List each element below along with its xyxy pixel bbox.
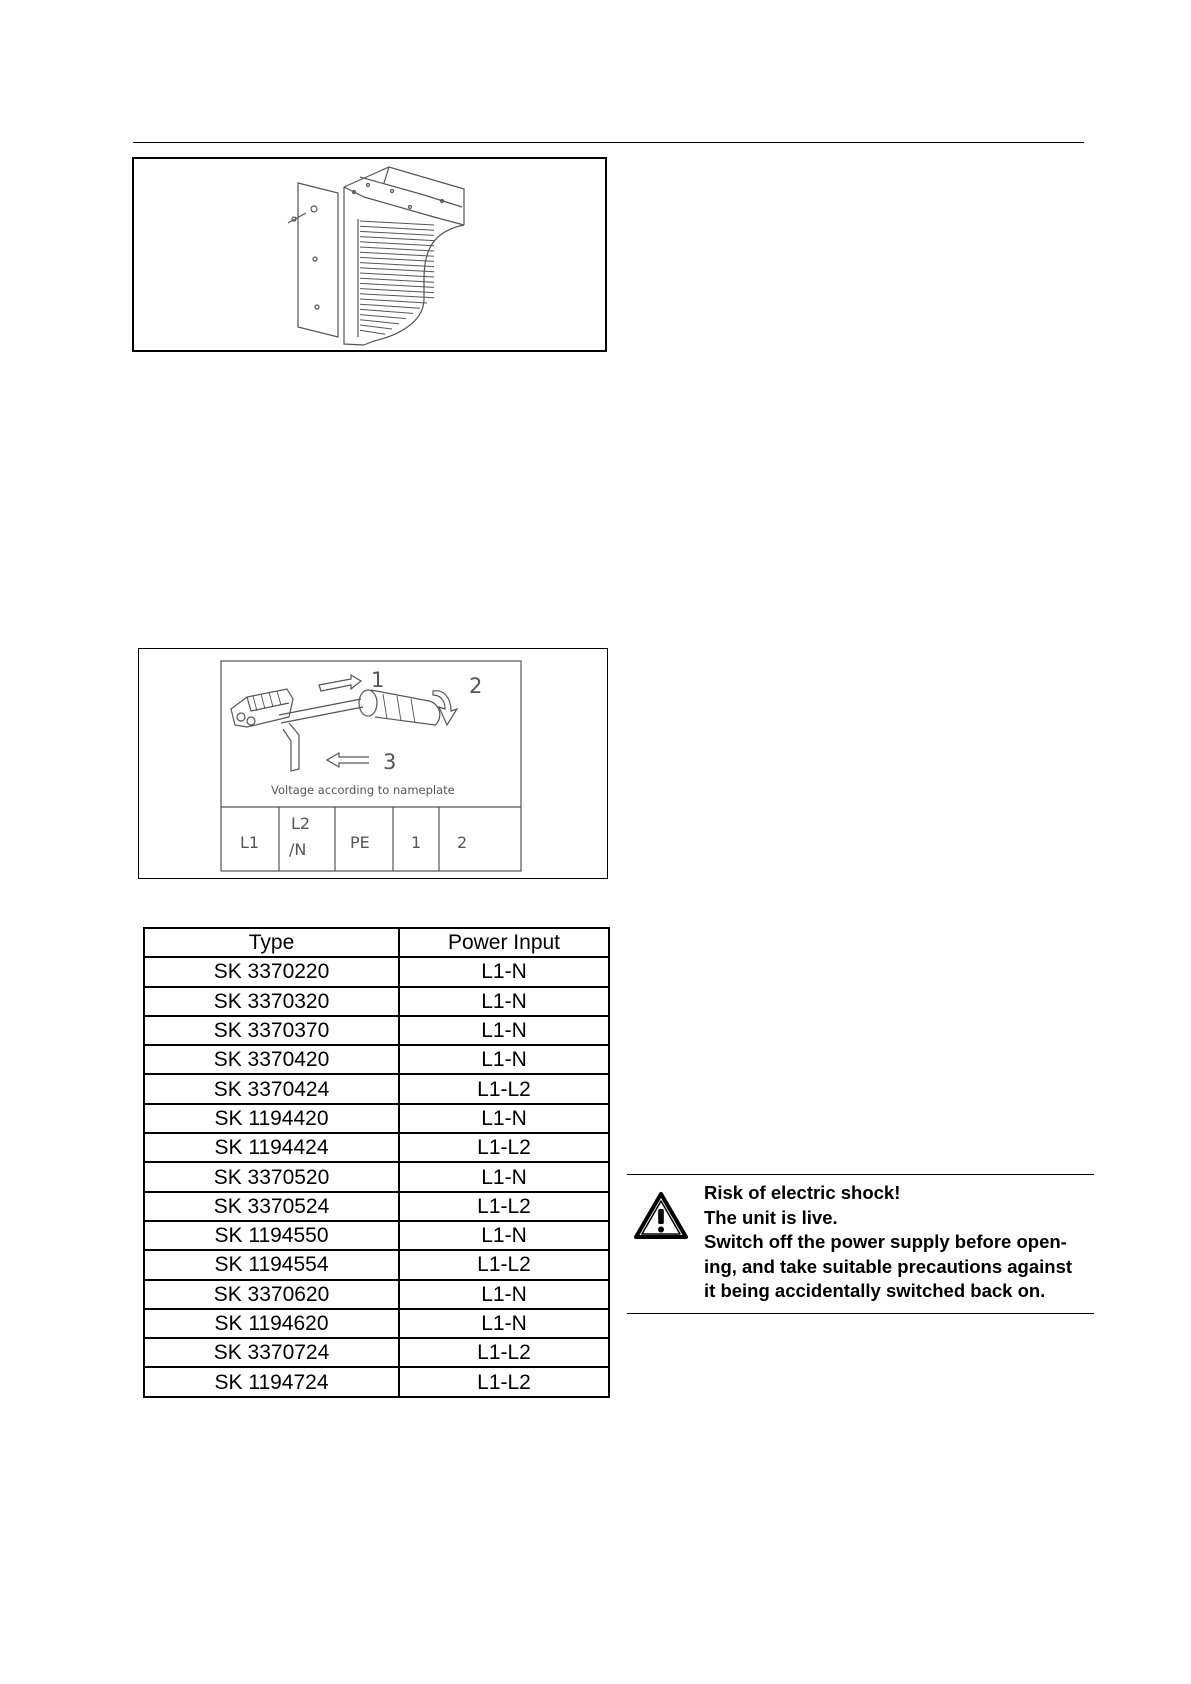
table-row (144, 1045, 609, 1074)
table-row (144, 1104, 609, 1133)
callout-1: 1 (371, 668, 385, 692)
callout-2: 2 (469, 674, 483, 698)
electric-shock-warning (627, 1174, 1094, 1314)
figure-terminal-connector (138, 648, 608, 879)
power-input-cell: L1-N (399, 1162, 609, 1191)
header-power-input: Power Input (399, 928, 609, 957)
header-rule (133, 142, 1084, 143)
table-row (144, 1250, 609, 1279)
vent-slat (360, 309, 413, 313)
table-row (144, 1133, 609, 1162)
power-input-cell: L1-N (399, 1309, 609, 1338)
figure-caption: Voltage according to nameplate (271, 783, 455, 797)
power-input-cell: L1-N (399, 957, 609, 986)
power-input-cell: L1-L2 (399, 1367, 609, 1396)
vent-slat (360, 247, 434, 251)
type-cell: SK 1194420 (144, 1104, 399, 1133)
vent-slat (360, 242, 434, 246)
warning-line: Risk of electric shock! (704, 1182, 901, 1203)
type-cell: SK 1194724 (144, 1367, 399, 1396)
warning-text (704, 1181, 1094, 1304)
table-row (144, 1162, 609, 1191)
warning-line: Switch off the power supply before open- (704, 1231, 1067, 1252)
vent-slat (360, 294, 434, 298)
type-cell: SK 3370320 (144, 987, 399, 1016)
power-input-cell: L1-N (399, 1221, 609, 1250)
vent-slat (360, 268, 434, 272)
vent-slat (360, 325, 392, 329)
type-cell: SK 1194620 (144, 1309, 399, 1338)
table-row (144, 987, 609, 1016)
power-input-cell: L1-L2 (399, 1192, 609, 1221)
vent-slat (360, 299, 427, 303)
vent-slat (360, 273, 434, 277)
vent-slat (360, 283, 434, 287)
warning-line: it being accidentally switched back on. (704, 1280, 1046, 1301)
vent-slat (360, 237, 434, 241)
warning-line: The unit is live. (704, 1206, 838, 1228)
power-input-cell: L1-N (399, 1045, 609, 1074)
table-row (144, 1221, 609, 1250)
terminal-1: 1 (411, 833, 422, 852)
callout-3: 3 (383, 750, 397, 774)
vent-slat (360, 289, 434, 293)
vent-slat (360, 252, 434, 256)
power-input-cell: L1-L2 (399, 1074, 609, 1103)
unit-mounting-drawing (134, 159, 605, 350)
power-input-cell: L1-N (399, 1104, 609, 1133)
vent-slat (360, 231, 434, 235)
type-cell: SK 3370524 (144, 1192, 399, 1221)
table-row (144, 1192, 609, 1221)
table-row (144, 1367, 609, 1396)
terminal-L2-bottom: /N (289, 840, 307, 859)
table-row (144, 1016, 609, 1045)
power-input-cell: L1-L2 (399, 1338, 609, 1367)
table-row (144, 1074, 609, 1103)
power-input-cell: L1-L2 (399, 1250, 609, 1279)
terminal-2: 2 (457, 833, 468, 852)
type-cell: SK 1194424 (144, 1133, 399, 1162)
power-input-cell: L1-N (399, 987, 609, 1016)
table-row (144, 1338, 609, 1367)
power-input-cell: L1-N (399, 1280, 609, 1309)
vent-slat (360, 315, 406, 319)
vent-slat (360, 257, 434, 261)
vent-slat (360, 304, 420, 308)
type-cell: SK 3370424 (144, 1074, 399, 1103)
vent-slat (360, 263, 434, 267)
type-cell: SK 3370420 (144, 1045, 399, 1074)
warning-triangle-icon (633, 1191, 689, 1241)
terminal-L2-top: L2 (291, 814, 311, 833)
vent-slat (360, 330, 385, 334)
type-cell: SK 3370220 (144, 957, 399, 986)
power-input-cell: L1-L2 (399, 1133, 609, 1162)
power-input-cell: L1-N (399, 1016, 609, 1045)
power-input-table (143, 927, 610, 1398)
vent-slat (360, 221, 434, 225)
type-cell: SK 3370520 (144, 1162, 399, 1191)
terminal-PE: PE (350, 833, 370, 852)
table-row (144, 1280, 609, 1309)
terminal-L1: L1 (240, 833, 260, 852)
table-header-row (144, 928, 609, 957)
type-cell: SK 1194550 (144, 1221, 399, 1250)
vent-slat (360, 226, 434, 230)
type-cell: SK 3370620 (144, 1280, 399, 1309)
vent-slat (360, 278, 434, 282)
warning-line: ing, and take suitable precautions against (704, 1255, 1073, 1277)
terminal-connector-drawing (139, 649, 606, 877)
table-row (144, 957, 609, 986)
type-cell: SK 3370370 (144, 1016, 399, 1045)
figure-unit-mounting (132, 157, 607, 352)
header-type: Type (144, 928, 399, 957)
table-row (144, 1309, 609, 1338)
type-cell: SK 3370724 (144, 1338, 399, 1367)
type-cell: SK 1194554 (144, 1250, 399, 1279)
vent-slat (360, 320, 399, 324)
